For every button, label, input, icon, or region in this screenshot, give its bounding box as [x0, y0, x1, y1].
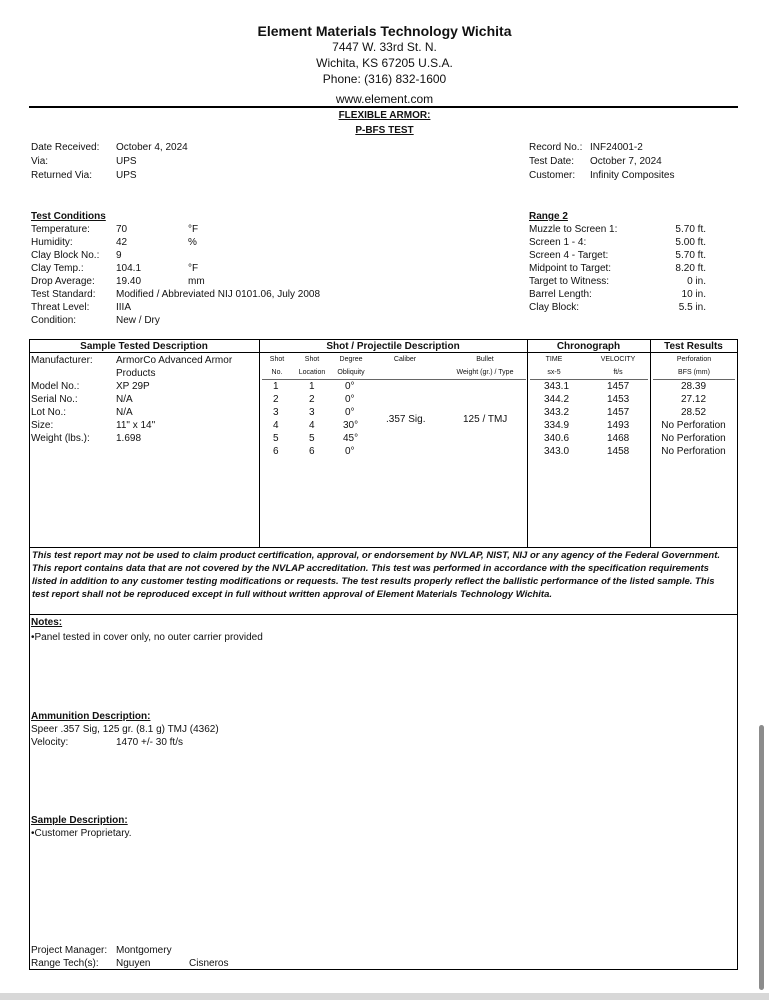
company-name: Element Materials Technology Wichita — [257, 23, 512, 39]
sample-value: 11" x 14" — [116, 420, 156, 431]
range-heading: Range 2 — [529, 211, 568, 222]
sample-desc-heading: Sample Description: — [31, 815, 128, 826]
sample-value: 1.698 — [116, 433, 142, 444]
condition-value: 9 — [116, 250, 122, 261]
condition-value: 104.1 — [116, 263, 142, 274]
range-value: 5.70 ft. — [675, 224, 706, 235]
shot-result: 28.52 — [680, 407, 707, 418]
col-head: Caliber — [393, 356, 417, 363]
col-head: Perforation — [676, 356, 712, 363]
range-label: Screen 1 - 4: — [529, 237, 587, 248]
chrono-heading: Chronograph — [556, 341, 621, 352]
shot-obliquity: 45° — [343, 433, 359, 444]
sample-value: Products — [116, 368, 156, 379]
bullet-value: 125 / TMJ — [463, 414, 508, 425]
notes-text: •Panel tested in cover only, no outer carrier provided — [31, 632, 263, 643]
sample-label: Lot No.: — [31, 407, 67, 418]
sample-label: Model No.: — [31, 381, 80, 392]
condition-label: Condition: — [31, 315, 77, 326]
condition-label: Clay Block No.: — [31, 250, 100, 261]
customer-label: Customer: — [529, 170, 576, 181]
shot-time: 344.2 — [544, 394, 570, 405]
sample-label: Size: — [31, 420, 54, 431]
shot-velocity: 1453 — [607, 394, 630, 405]
sample-value: N/A — [116, 394, 133, 405]
shot-no: 3 — [273, 407, 279, 418]
phone: Phone: (316) 832-1600 — [322, 72, 447, 86]
col-head: Bullet — [476, 356, 494, 363]
shot-no: 2 — [273, 394, 279, 405]
shot-heading: Shot / Projectile Description — [326, 341, 460, 352]
col-head: BFS (mm) — [678, 369, 710, 376]
ammo-velocity: 1470 +/- 30 ft/s — [116, 737, 183, 748]
test-date-label: Test Date: — [529, 156, 575, 167]
range-value: 5.5 in. — [678, 302, 706, 313]
col-head: Degree — [339, 356, 363, 363]
shot-result: 27.12 — [680, 394, 707, 405]
col-head: TIME — [545, 356, 563, 363]
customer: Infinity Composites — [590, 170, 675, 181]
condition-label: Test Standard: — [31, 289, 96, 300]
condition-value: 19.40 — [116, 276, 142, 287]
condition-unit: % — [188, 237, 197, 248]
shot-obliquity: 0° — [345, 394, 355, 405]
address-line-1: 7447 W. 33rd St. N. — [332, 40, 437, 54]
vertical-scrollbar[interactable] — [759, 725, 764, 990]
shot-time: 343.2 — [544, 407, 570, 418]
shot-result: No Perforation — [661, 433, 726, 444]
sample-label: Manufacturer: — [31, 355, 93, 366]
caliber-value: .357 Sig. — [386, 414, 426, 425]
shot-no: 6 — [273, 446, 279, 457]
bottom-bar — [0, 993, 769, 1000]
shot-velocity: 1457 — [607, 407, 630, 418]
shot-result: No Perforation — [661, 446, 726, 457]
shot-obliquity: 0° — [345, 446, 355, 457]
address-line-2: Wichita, KS 67205 U.S.A. — [316, 56, 453, 70]
ammo-velocity-label: Velocity: — [31, 737, 69, 748]
via-value: UPS — [116, 156, 137, 167]
record-no: INF24001-2 — [590, 142, 643, 153]
shot-location: 2 — [309, 394, 315, 405]
col-head: No. — [271, 369, 283, 376]
shot-time: 343.0 — [544, 446, 570, 457]
sample-label: Serial No.: — [31, 394, 78, 405]
test-date: October 7, 2024 — [590, 156, 662, 167]
condition-label: Drop Average: — [31, 276, 95, 287]
test-conditions-heading: Test Conditions — [31, 211, 106, 222]
sample-value: ArmorCo Advanced Armor — [116, 355, 233, 366]
shot-obliquity: 0° — [345, 381, 355, 392]
shot-location: 5 — [309, 433, 315, 444]
condition-value: 42 — [116, 237, 128, 248]
range-value: 8.20 ft. — [675, 263, 706, 274]
shot-no: 5 — [273, 433, 279, 444]
via-label: Via: — [31, 156, 49, 167]
shot-result: 28.39 — [680, 381, 707, 392]
col-head: Obliquity — [337, 369, 365, 376]
col-head: sx-5 — [547, 369, 561, 376]
range-label: Muzzle to Screen 1: — [529, 224, 618, 235]
condition-label: Clay Temp.: — [31, 263, 84, 274]
range-label: Barrel Length: — [529, 289, 592, 300]
col-head: VELOCITY — [600, 356, 636, 363]
col-head: Location — [298, 369, 326, 376]
results-heading: Test Results — [664, 341, 723, 352]
sample-value: XP 29P — [116, 381, 150, 392]
ammo-description: Speer .357 Sig, 125 gr. (8.1 g) TMJ (4362) — [31, 724, 219, 735]
returned-value: UPS — [116, 170, 137, 181]
col-head: ft/s — [613, 369, 623, 376]
shot-velocity: 1458 — [607, 446, 630, 457]
col-head: Shot — [269, 356, 285, 363]
shot-velocity: 1493 — [607, 420, 630, 431]
sample-desc-text: •Customer Proprietary. — [31, 828, 132, 839]
shot-location: 4 — [309, 420, 315, 431]
range-value: 5.00 ft. — [675, 237, 706, 248]
condition-value: New / Dry — [116, 315, 160, 326]
shot-time: 334.9 — [544, 420, 570, 431]
sample-heading: Sample Tested Description — [80, 341, 208, 352]
shot-result: No Perforation — [661, 420, 726, 431]
range-label: Screen 4 - Target: — [529, 250, 609, 261]
range-label: Clay Block: — [529, 302, 580, 313]
sample-label: Weight (lbs.): — [31, 433, 90, 444]
shot-no: 4 — [273, 420, 279, 431]
range-value: 0 in. — [687, 276, 706, 287]
col-head: Weight (gr.) / Type — [456, 369, 514, 376]
pm-name: Montgomery — [116, 945, 172, 956]
range-value: 10 in. — [681, 289, 706, 300]
condition-label: Humidity: — [31, 237, 73, 248]
condition-value: 70 — [116, 224, 128, 235]
condition-label: Threat Level: — [31, 302, 90, 313]
date-received: October 4, 2024 — [116, 142, 188, 153]
shot-no: 1 — [273, 381, 279, 392]
pm-label: Project Manager: — [31, 945, 108, 956]
website-link[interactable]: www.element.com — [335, 92, 434, 106]
tech-name-2: Cisneros — [189, 958, 229, 969]
header-rule — [29, 106, 738, 108]
date-received-label: Date Received: — [31, 142, 100, 153]
shot-location: 6 — [309, 446, 315, 457]
range-label: Target to Witness: — [529, 276, 610, 287]
tech-label: Range Tech(s): — [31, 958, 99, 969]
test-name: P-BFS TEST — [355, 125, 414, 136]
ammo-heading: Ammunition Description: — [31, 711, 151, 722]
returned-label: Returned Via: — [31, 170, 92, 181]
shot-velocity: 1457 — [607, 381, 630, 392]
notes-heading: Notes: — [31, 617, 63, 628]
range-label: Midpoint to Target: — [529, 263, 612, 274]
range-value: 5.70 ft. — [675, 250, 706, 261]
report-type: FLEXIBLE ARMOR: — [338, 110, 431, 121]
shot-time: 340.6 — [544, 433, 570, 444]
shot-time: 343.1 — [544, 381, 570, 392]
condition-unit: mm — [188, 276, 205, 287]
col-head: Shot — [304, 356, 320, 363]
shot-location: 3 — [309, 407, 315, 418]
disclaimer: This test report may not be used to claim product certification, approval, or endorsement by NVLAP, NIST, NIJ or any agency of the Federal Government. This report contains data that are not covered by the NVLAP accreditation. This test was performed in accordance with the specification requirements listed in addition to any customer testing modifications or requests. The test results properly reflect the ballistic performance of the listed sample. This test report shall not be reproduced except in full without written approval of Element Materials Technology Wichita. — [32, 550, 721, 600]
sample-value: N/A — [116, 407, 133, 418]
condition-label: Temperature: — [31, 224, 90, 235]
tech-name-1: Nguyen — [116, 958, 151, 969]
shot-location: 1 — [309, 381, 315, 392]
shot-obliquity: 30° — [343, 420, 359, 431]
shot-obliquity: 0° — [345, 407, 355, 418]
shot-velocity: 1468 — [607, 433, 630, 444]
condition-unit: °F — [188, 224, 199, 235]
condition-unit: °F — [188, 263, 199, 274]
condition-value: Modified / Abbreviated NIJ 0101.06, July 2008 — [116, 289, 321, 300]
record-label: Record No.: — [529, 142, 583, 153]
condition-value: IIIA — [116, 302, 132, 313]
